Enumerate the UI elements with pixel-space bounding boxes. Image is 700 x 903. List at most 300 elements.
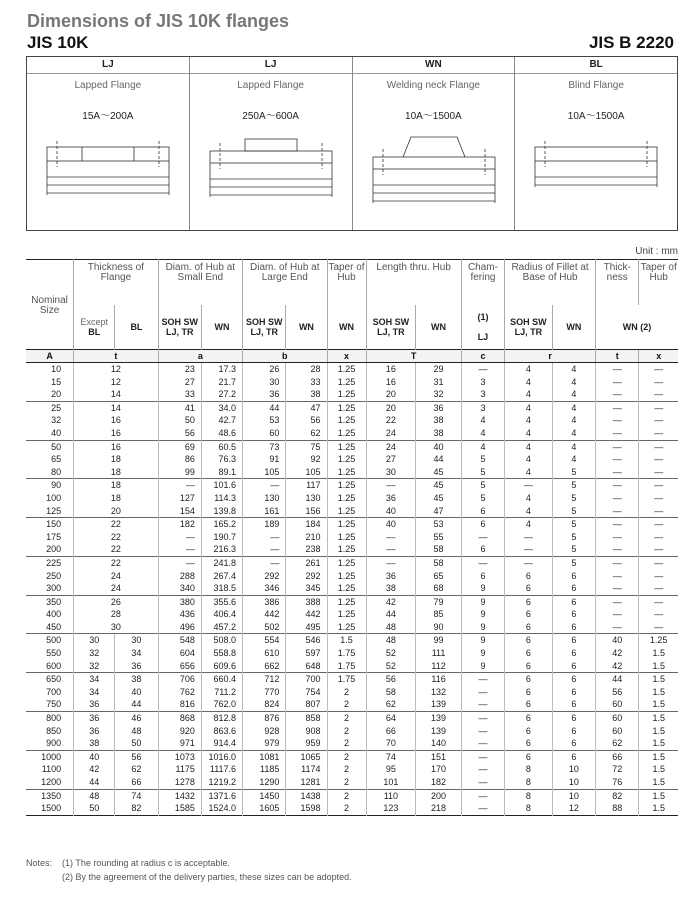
table-cell: — xyxy=(639,466,678,479)
table-cell: 1598 xyxy=(286,802,327,815)
table-cell: 150 xyxy=(26,518,74,531)
table-row xyxy=(26,660,678,673)
table-cell: 1016.0 xyxy=(201,750,242,763)
table-cell: 6 xyxy=(552,634,595,647)
table-cell: — xyxy=(596,518,639,531)
table-cell: 6 xyxy=(552,698,595,711)
except-label: Except xyxy=(80,317,108,327)
table-cell: 5 xyxy=(552,543,595,556)
table-cell: 1185 xyxy=(243,763,286,776)
table-cell: — xyxy=(366,556,416,569)
table-cell: 28 xyxy=(74,608,158,621)
table-cell: 1.25 xyxy=(327,518,366,531)
table-row xyxy=(26,388,678,401)
table-cell: 346 xyxy=(243,582,286,595)
diagram-panel xyxy=(26,56,678,231)
table-cell: 1073 xyxy=(158,750,201,763)
diagram-bl xyxy=(515,57,677,230)
table-cell: 36 xyxy=(115,660,158,673)
table-cell: 6 xyxy=(505,712,553,725)
table-cell: 824 xyxy=(243,698,286,711)
table-cell: 5 xyxy=(552,518,595,531)
table-cell: 6 xyxy=(552,621,595,634)
table-cell: — xyxy=(596,582,639,595)
table-cell: 6 xyxy=(505,660,553,673)
table-cell: 139 xyxy=(416,712,461,725)
table-cell: 22 xyxy=(74,543,158,556)
table-cell: 139.8 xyxy=(201,505,242,518)
table-cell: — xyxy=(639,543,678,556)
table-cell: 73 xyxy=(243,440,286,453)
table-cell: 292 xyxy=(243,570,286,583)
lapped-flange-drawing xyxy=(190,129,352,229)
table-cell: 38 xyxy=(416,414,461,427)
table-cell: 225 xyxy=(26,556,74,569)
table-cell: — xyxy=(461,750,504,763)
table-cell: 712 xyxy=(243,673,286,686)
table-cell: 900 xyxy=(46,738,62,749)
table-cell: 1.25 xyxy=(327,543,366,556)
table-cell: 1.25 xyxy=(327,363,366,376)
table-cell: 64 xyxy=(366,712,416,725)
table-cell: 496 xyxy=(158,621,201,634)
table-cell: 48 xyxy=(115,725,158,738)
notes-label: Notes: xyxy=(26,858,53,868)
table-cell: 82 xyxy=(596,789,639,802)
table-cell: — xyxy=(639,427,678,440)
table-cell: 56 xyxy=(158,427,201,440)
table-cell: 807 xyxy=(286,698,327,711)
table-cell: 4 xyxy=(505,440,553,453)
table-cell: 6 xyxy=(505,634,553,647)
table-cell: 1.5 xyxy=(639,750,678,763)
diagram-code: WN xyxy=(353,57,515,74)
table-cell: 111 xyxy=(416,647,461,660)
table-cell: 18 xyxy=(74,466,158,479)
table-cell: 9 xyxy=(461,621,504,634)
table-cell: 770 xyxy=(243,686,286,699)
table-cell: 156 xyxy=(286,505,327,518)
table-cell: 1.5 xyxy=(639,737,678,750)
table-cell: 3 xyxy=(461,401,504,414)
col-soh-a: SOH SW LJ, TR xyxy=(158,305,201,350)
table-cell: 5 xyxy=(552,505,595,518)
table-cell: 101 xyxy=(366,776,416,789)
table-cell: 1.25 xyxy=(327,427,366,440)
table-cell: — xyxy=(596,531,639,544)
table-cell: 42 xyxy=(366,595,416,608)
table-row xyxy=(26,750,678,763)
table-cell: 1500 xyxy=(41,803,62,814)
table-cell: 117 xyxy=(286,479,327,492)
table-cell: 5 xyxy=(552,479,595,492)
table-cell: — xyxy=(596,543,639,556)
sym-c: c xyxy=(461,350,504,363)
table-cell: 1438 xyxy=(286,789,327,802)
table-cell: 5 xyxy=(552,466,595,479)
table-cell: — xyxy=(596,608,639,621)
table-cell: 69 xyxy=(158,440,201,453)
table-cell: 6 xyxy=(505,750,553,763)
table-cell: — xyxy=(461,725,504,738)
table-cell: 42.7 xyxy=(201,414,242,427)
table-cell: 33 xyxy=(286,376,327,389)
table-cell: 101.6 xyxy=(201,479,242,492)
note-2: (2) By the agreement of the delivery parties, these sizes can be adopted. xyxy=(62,872,352,882)
table-cell: 50 xyxy=(26,440,74,453)
table-cell: 1.25 xyxy=(327,388,366,401)
table-row xyxy=(26,479,678,492)
table-cell: 4 xyxy=(461,440,504,453)
table-cell: 8 xyxy=(505,776,553,789)
table-cell: 27.2 xyxy=(201,388,242,401)
table-cell: 47 xyxy=(286,401,327,414)
table-cell: — xyxy=(639,414,678,427)
table-cell: — xyxy=(639,570,678,583)
table-cell: 90 xyxy=(26,479,74,492)
table-cell: 1.25 xyxy=(327,414,366,427)
table-cell: — xyxy=(366,479,416,492)
table-cell: 5 xyxy=(461,466,504,479)
table-cell: 959 xyxy=(286,737,327,750)
table-cell: — xyxy=(596,556,639,569)
table-cell: — xyxy=(505,543,553,556)
table-cell: 112 xyxy=(416,660,461,673)
table-cell: 604 xyxy=(158,647,201,660)
table-cell: 23 xyxy=(158,363,201,376)
table-cell: 165.2 xyxy=(201,518,242,531)
table-cell: 1.5 xyxy=(639,776,678,789)
col-length: Length thru. Hub xyxy=(366,260,461,306)
table-cell: 16 xyxy=(366,363,416,376)
col-taper: Taper of Hub xyxy=(327,260,366,306)
table-cell: 40 xyxy=(366,518,416,531)
dimensions-table xyxy=(26,259,678,816)
lapped-flange-drawing xyxy=(27,129,189,229)
table-cell: 6 xyxy=(552,686,595,699)
table-cell: 60 xyxy=(596,712,639,725)
table-cell: 1.5 xyxy=(639,725,678,738)
table-cell: 34 xyxy=(74,686,115,699)
table-cell: 44 xyxy=(74,776,115,789)
table-cell: — xyxy=(639,608,678,621)
table-cell: 711.2 xyxy=(201,686,242,699)
table-cell: 241.8 xyxy=(201,556,242,569)
table-body xyxy=(26,363,678,816)
table-cell: 1.5 xyxy=(639,673,678,686)
table-cell: 816 xyxy=(158,698,201,711)
col-chamfer: Cham- fering xyxy=(461,260,504,306)
table-cell: 1.5 xyxy=(639,789,678,802)
table-cell: 1.25 xyxy=(327,556,366,569)
col-wn-t: WN xyxy=(416,305,461,350)
table-cell: — xyxy=(596,440,639,453)
table-cell: 48 xyxy=(366,634,416,647)
table-cell: 86 xyxy=(158,453,201,466)
table-row xyxy=(26,776,678,789)
table-row xyxy=(26,518,678,531)
table-cell: 1605 xyxy=(243,802,286,815)
table-cell: 4 xyxy=(461,414,504,427)
table-cell: 38 xyxy=(366,582,416,595)
table-cell: 68 xyxy=(416,582,461,595)
sym-r: r xyxy=(505,350,596,363)
table-cell: 345 xyxy=(286,582,327,595)
col-wn-r: WN xyxy=(552,305,595,350)
table-cell: — xyxy=(596,388,639,401)
table-cell: 6 xyxy=(552,660,595,673)
table-cell: 48 xyxy=(366,621,416,634)
table-cell: 9 xyxy=(461,595,504,608)
table-cell: 40 xyxy=(115,686,158,699)
diagram-range: 10A～1500A xyxy=(405,111,462,122)
table-cell: 250 xyxy=(46,570,62,581)
table-cell: — xyxy=(243,479,286,492)
table-cell: — xyxy=(158,479,201,492)
table-cell: 1.5 xyxy=(639,802,678,815)
table-row xyxy=(26,531,678,544)
table-row xyxy=(26,763,678,776)
table-cell: 4 xyxy=(505,427,553,440)
table-cell: 22 xyxy=(366,414,416,427)
table-cell: 26 xyxy=(243,363,286,376)
table-cell: 60 xyxy=(596,698,639,711)
table-cell: 44 xyxy=(115,698,158,711)
table-cell: 9 xyxy=(461,608,504,621)
table-cell: 190.7 xyxy=(201,531,242,544)
table-cell: 609.6 xyxy=(201,660,242,673)
table-cell: — xyxy=(505,556,553,569)
table-cell: 74 xyxy=(115,789,158,802)
table-cell: — xyxy=(639,453,678,466)
table-row xyxy=(26,802,678,815)
table-cell: 1.5 xyxy=(639,647,678,660)
table-cell: — xyxy=(639,531,678,544)
sym-x: x xyxy=(327,350,366,363)
table-cell: 65 xyxy=(51,454,62,465)
table-cell: 76.3 xyxy=(201,453,242,466)
table-cell: 5 xyxy=(552,492,595,505)
table-cell: 60.5 xyxy=(201,440,242,453)
table-cell: 10 xyxy=(26,363,74,376)
table-cell: 4 xyxy=(505,414,553,427)
table-cell: 1281 xyxy=(286,776,327,789)
table-cell: 66 xyxy=(115,776,158,789)
table-cell: 56 xyxy=(596,686,639,699)
diagram-code: LJ xyxy=(27,57,189,74)
table-cell: — xyxy=(461,363,504,376)
table-cell: 31 xyxy=(416,376,461,389)
diagram-name: Lapped Flange xyxy=(74,80,142,91)
table-cell: 55 xyxy=(416,531,461,544)
table-cell: 200 xyxy=(416,789,461,802)
table-row xyxy=(26,621,678,634)
table-cell: 610 xyxy=(243,647,286,660)
table-cell: — xyxy=(596,492,639,505)
diagram-wn xyxy=(353,57,516,230)
table-cell: 80 xyxy=(51,466,62,477)
table-cell: — xyxy=(596,479,639,492)
page-subtitle: JIS 10K xyxy=(27,33,89,52)
table-cell: 48.6 xyxy=(201,427,242,440)
table-cell: 4 xyxy=(461,427,504,440)
table-cell: — xyxy=(639,492,678,505)
table-cell: — xyxy=(639,556,678,569)
table-cell: 27 xyxy=(366,453,416,466)
table-cell: — xyxy=(596,453,639,466)
table-cell: 12 xyxy=(552,802,595,815)
table-cell: 442 xyxy=(286,608,327,621)
table-cell: 44 xyxy=(366,608,416,621)
table-cell: — xyxy=(461,556,504,569)
table-cell: 4 xyxy=(505,363,553,376)
table-cell: 105 xyxy=(243,466,286,479)
table-cell: 9 xyxy=(461,582,504,595)
table-cell: 700 xyxy=(46,686,62,697)
table-cell: 1.25 xyxy=(327,479,366,492)
table-cell: — xyxy=(461,776,504,789)
table-cell: 1.5 xyxy=(327,634,366,647)
table-cell: 24 xyxy=(74,570,158,583)
table-cell: 267.4 xyxy=(201,570,242,583)
table-cell: — xyxy=(596,363,639,376)
table-cell: 495 xyxy=(286,621,327,634)
table-cell: 1100 xyxy=(41,764,62,775)
table-cell: 53 xyxy=(416,518,461,531)
table-cell: 184 xyxy=(286,518,327,531)
table-cell: 436 xyxy=(158,608,201,621)
table-cell: 151 xyxy=(416,750,461,763)
table-cell: 58 xyxy=(416,543,461,556)
table-cell: — xyxy=(639,595,678,608)
table-cell: 6 xyxy=(552,570,595,583)
table-row xyxy=(26,363,678,376)
table-cell: 6 xyxy=(461,570,504,583)
table-cell: 140 xyxy=(416,737,461,750)
table-cell: 858 xyxy=(286,712,327,725)
table-row xyxy=(26,712,678,725)
table-cell: 70 xyxy=(366,737,416,750)
table-row xyxy=(26,737,678,750)
table-cell: 42 xyxy=(74,763,115,776)
table-cell: 50 xyxy=(115,737,158,750)
table-cell: 170 xyxy=(416,763,461,776)
col-thick: Thick- ness xyxy=(596,260,639,306)
table-cell: 662 xyxy=(243,660,286,673)
table-cell: 979 xyxy=(243,737,286,750)
table-cell: 1.5 xyxy=(639,660,678,673)
table-cell: 2 xyxy=(327,776,366,789)
table-row xyxy=(26,608,678,621)
table-cell: 546 xyxy=(286,634,327,647)
table-cell: — xyxy=(639,518,678,531)
table-cell: 700 xyxy=(286,673,327,686)
col-diam-large: Diam. of Hub at Large End xyxy=(243,260,327,306)
table-cell: 123 xyxy=(366,802,416,815)
notes xyxy=(26,856,352,884)
table-cell: 12 xyxy=(74,363,158,376)
table-cell: 238 xyxy=(286,543,327,556)
table-cell: 548 xyxy=(158,634,201,647)
table-row xyxy=(26,427,678,440)
table-cell: 762 xyxy=(158,686,201,699)
table-cell: 105 xyxy=(286,466,327,479)
table-cell: 25 xyxy=(26,401,74,414)
table-cell: 45 xyxy=(416,479,461,492)
table-cell: 21.7 xyxy=(201,376,242,389)
table-cell: 14 xyxy=(74,388,158,401)
table-row xyxy=(26,673,678,686)
table-cell: 30 xyxy=(115,634,158,647)
table-cell: 40 xyxy=(596,634,639,647)
col-nominal: Nominal Size xyxy=(31,295,68,316)
table-cell: 6 xyxy=(505,686,553,699)
table-cell: 50 xyxy=(74,802,115,815)
table-cell: 45 xyxy=(416,492,461,505)
table-cell: 32 xyxy=(74,660,115,673)
table-cell: 38 xyxy=(74,737,115,750)
table-cell: 40 xyxy=(51,427,62,438)
table-row xyxy=(26,492,678,505)
table-cell: 29 xyxy=(416,363,461,376)
table-cell: — xyxy=(596,505,639,518)
table-cell: 750 xyxy=(46,699,62,710)
table-cell: 65 xyxy=(416,570,461,583)
table-cell: 56 xyxy=(286,414,327,427)
table-cell: 2 xyxy=(327,712,366,725)
diagram-lj-small xyxy=(27,57,190,230)
col-lj-c xyxy=(461,305,504,350)
table-cell: 130 xyxy=(286,492,327,505)
table-cell: 4 xyxy=(552,376,595,389)
table-cell: 175 xyxy=(46,531,62,542)
table-cell: 762.0 xyxy=(201,698,242,711)
table-cell: 1450 xyxy=(243,789,286,802)
table-cell: — xyxy=(461,789,504,802)
table-cell: — xyxy=(505,479,553,492)
table-cell: — xyxy=(639,505,678,518)
table-cell: — xyxy=(639,363,678,376)
table-row xyxy=(26,376,678,389)
table-cell: 1.5 xyxy=(639,712,678,725)
table-row xyxy=(26,466,678,479)
table-cell: 6 xyxy=(505,647,553,660)
table-cell: 46 xyxy=(115,712,158,725)
table-cell: 5 xyxy=(461,479,504,492)
table-cell: 292 xyxy=(286,570,327,583)
table-cell: 127 xyxy=(158,492,201,505)
table-cell: 1000 xyxy=(26,750,74,763)
table-cell: 8 xyxy=(505,802,553,815)
table-cell: 28 xyxy=(286,363,327,376)
table-cell: 6 xyxy=(505,725,553,738)
table-cell: 1.25 xyxy=(327,608,366,621)
col-fillet: Radius of Fillet at Base of Hub xyxy=(505,260,596,306)
table-cell: 1.25 xyxy=(327,440,366,453)
table-cell: 47 xyxy=(416,505,461,518)
table-cell: 1371.6 xyxy=(201,789,242,802)
table-cell: 6 xyxy=(461,505,504,518)
sym-t: t xyxy=(74,350,158,363)
table-cell: 1117.6 xyxy=(201,763,242,776)
table-cell: 6 xyxy=(552,673,595,686)
table-cell: 36 xyxy=(74,698,115,711)
table-cell: 1.25 xyxy=(327,376,366,389)
table-cell: 60 xyxy=(243,427,286,440)
table-cell: 200 xyxy=(46,544,62,555)
table-cell: 10 xyxy=(552,776,595,789)
table-cell: 139 xyxy=(416,725,461,738)
